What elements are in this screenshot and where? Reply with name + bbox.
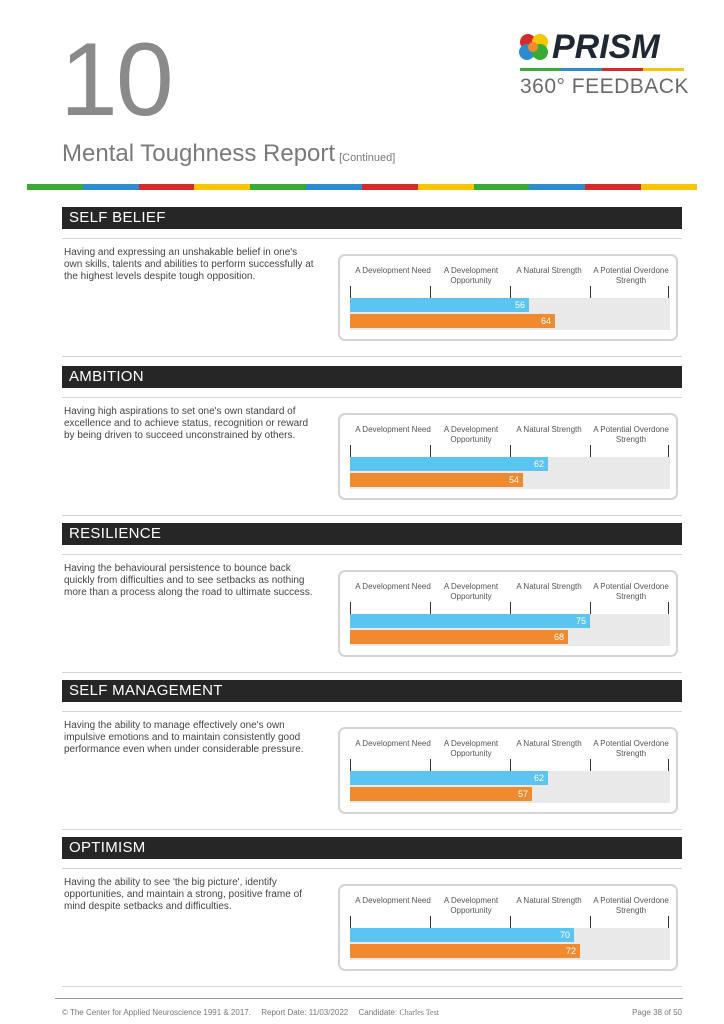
chart-category-label: A Natural Strength xyxy=(516,266,582,275)
chart-category-label: A Potential Overdone Strength xyxy=(593,739,669,758)
section-title: RESILIENCE xyxy=(62,523,682,545)
section-divider xyxy=(62,868,682,869)
footer-candidate-label: Candidate: xyxy=(358,1008,398,1017)
footer-divider xyxy=(55,998,683,999)
self-score-value: 75 xyxy=(575,616,586,626)
trait-section xyxy=(62,207,682,357)
self-score-bar xyxy=(350,298,529,312)
chart-category-label: A Development Need xyxy=(355,266,431,275)
others-score-value: 68 xyxy=(553,632,564,642)
others-score-bar xyxy=(350,630,568,644)
others-score-bar xyxy=(350,787,532,801)
score-chart xyxy=(338,570,678,657)
footer xyxy=(62,1008,682,1017)
others-score-bar xyxy=(350,314,555,328)
chart-tick xyxy=(590,916,591,928)
trait-section xyxy=(62,523,682,673)
chart-tick xyxy=(510,759,511,771)
chart-tick xyxy=(350,759,351,771)
chart-category-label: A Potential Overdone Strength xyxy=(593,896,669,915)
chart-category-label: A Potential Overdone Strength xyxy=(593,425,669,444)
stripe-segment xyxy=(418,184,474,190)
chart-category-label: A Natural Strength xyxy=(516,582,582,591)
stripe-segment xyxy=(27,184,83,190)
self-score-value: 70 xyxy=(559,930,570,940)
section-title: AMBITION xyxy=(62,366,682,388)
chart-category-label: A Development Need xyxy=(355,582,431,591)
logo-brand-text: PRISM xyxy=(552,28,660,66)
section-divider xyxy=(62,397,682,398)
stripe-segment xyxy=(585,184,641,190)
page-title-suffix: [Continued] xyxy=(339,152,396,164)
self-score-bar xyxy=(350,457,548,471)
self-score-bar xyxy=(350,614,590,628)
chart-category-label: A Development Opportunity xyxy=(443,266,499,285)
footer-candidate-name: Charles Test xyxy=(399,1008,439,1017)
chart-category-label: A Development Opportunity xyxy=(443,582,499,601)
stripe-segment xyxy=(306,184,362,190)
page-title-text: Mental Toughness Report xyxy=(62,140,336,167)
footer-report-date: Report Date: 11/03/2022 xyxy=(261,1008,349,1017)
score-chart xyxy=(338,254,678,341)
section-bottom-divider xyxy=(62,829,682,830)
chart-tick xyxy=(668,286,669,298)
self-score-value: 62 xyxy=(533,459,544,469)
section-description: Having the ability to manage effectively one's own impulsive emotions and to maintain consistently good performance even when under considerable pressure. xyxy=(64,720,304,755)
prism-logo xyxy=(518,30,688,100)
section-divider xyxy=(62,711,682,712)
chart-tick xyxy=(430,602,431,614)
section-title: OPTIMISM xyxy=(62,837,682,859)
score-chart xyxy=(338,727,678,814)
section-description: Having the ability to see 'the big picture', identify opportunities, and maintain a strong, positive frame of mind despite setbacks and difficulties. xyxy=(64,877,302,912)
chart-category-label: A Potential Overdone Strength xyxy=(593,582,669,601)
page-title xyxy=(62,140,395,168)
self-score-value: 62 xyxy=(533,773,544,783)
section-bottom-divider xyxy=(62,515,682,516)
chart-tick xyxy=(590,445,591,457)
chart-tick xyxy=(510,602,511,614)
chart-tick xyxy=(668,445,669,457)
section-divider xyxy=(62,238,682,239)
section-description: Having the behavioural persistence to bounce back quickly from difficulties and to see setbacks as nothing more than a process along the road to ultimate success. xyxy=(64,563,313,598)
chart-category-label: A Natural Strength xyxy=(516,739,582,748)
chart-tick xyxy=(668,916,669,928)
chart-category-label: A Natural Strength xyxy=(516,896,582,905)
chart-tick xyxy=(430,759,431,771)
stripe-segment xyxy=(529,184,585,190)
trait-section xyxy=(62,680,682,830)
trait-section xyxy=(62,837,682,987)
score-chart xyxy=(338,413,678,500)
logo-subtitle: 360° FEEDBACK xyxy=(520,75,689,98)
section-description: Having and expressing an unshakable belief in one's own skills, talents and abilities to perform successfully at the highest levels despite tough opposition. xyxy=(64,247,314,282)
chart-category-label: A Development Need xyxy=(355,425,431,434)
trait-section xyxy=(62,366,682,516)
section-title: SELF BELIEF xyxy=(62,207,682,229)
section-bottom-divider xyxy=(62,672,682,673)
brain-icon xyxy=(518,32,550,62)
others-score-value: 57 xyxy=(517,789,528,799)
logo-underline xyxy=(520,68,684,71)
chart-tick xyxy=(430,286,431,298)
chart-tick xyxy=(668,602,669,614)
chart-tick xyxy=(510,286,511,298)
self-score-bar xyxy=(350,928,574,942)
stripe-segment xyxy=(139,184,195,190)
chart-tick xyxy=(510,916,511,928)
section-description: Having high aspirations to set one's own standard of excellence and to achieve status, recognition or reward by being driven to succeed unconstrained by others. xyxy=(64,406,309,441)
others-score-value: 54 xyxy=(508,475,519,485)
chart-category-label: A Development Need xyxy=(355,896,431,905)
others-score-bar xyxy=(350,944,580,958)
self-score-value: 56 xyxy=(514,300,525,310)
chart-tick xyxy=(350,445,351,457)
chart-category-label: A Potential Overdone Strength xyxy=(593,266,669,285)
section-bottom-divider xyxy=(62,986,682,987)
color-stripe xyxy=(27,184,697,190)
section-bottom-divider xyxy=(62,356,682,357)
chart-category-label: A Development Need xyxy=(355,739,431,748)
chart-tick xyxy=(350,916,351,928)
chart-tick xyxy=(590,602,591,614)
stripe-segment xyxy=(250,184,306,190)
stripe-segment xyxy=(641,184,697,190)
stripe-segment xyxy=(83,184,139,190)
chart-category-label: A Development Opportunity xyxy=(443,425,499,444)
chapter-number: 10 xyxy=(60,22,172,138)
section-divider xyxy=(62,554,682,555)
chart-tick xyxy=(430,445,431,457)
others-score-value: 72 xyxy=(565,946,576,956)
chart-tick xyxy=(350,602,351,614)
chart-tick xyxy=(350,286,351,298)
chart-tick xyxy=(590,286,591,298)
self-score-bar xyxy=(350,771,548,785)
score-chart xyxy=(338,884,678,971)
chart-tick xyxy=(510,445,511,457)
stripe-segment xyxy=(474,184,530,190)
chart-category-label: A Natural Strength xyxy=(516,425,582,434)
section-title: SELF MANAGEMENT xyxy=(62,680,682,702)
chart-tick xyxy=(430,916,431,928)
chart-category-label: A Development Opportunity xyxy=(443,739,499,758)
footer-copyright: © The Center for Applied Neuroscience 1991 & 2017. xyxy=(62,1008,251,1017)
chart-tick xyxy=(590,759,591,771)
chart-tick xyxy=(668,759,669,771)
stripe-segment xyxy=(194,184,250,190)
stripe-segment xyxy=(362,184,418,190)
others-score-bar xyxy=(350,473,523,487)
chart-category-label: A Development Opportunity xyxy=(443,896,499,915)
others-score-value: 64 xyxy=(540,316,551,326)
footer-page-number: Page 38 of 50 xyxy=(632,1008,682,1017)
